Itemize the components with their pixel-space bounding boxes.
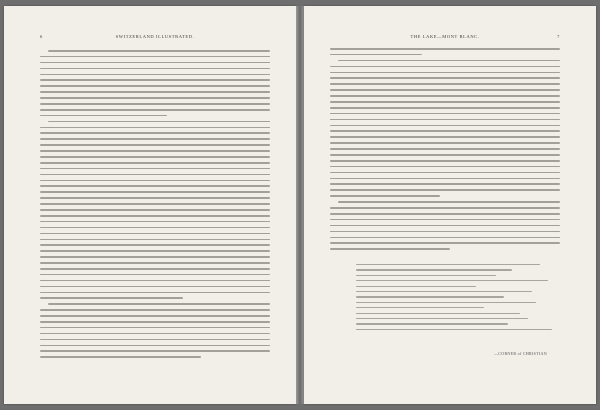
text-line xyxy=(40,221,270,223)
text-line xyxy=(40,150,270,152)
text-line xyxy=(330,207,560,209)
text-line xyxy=(330,160,560,162)
text-line xyxy=(40,203,270,205)
text-line xyxy=(48,121,270,123)
text-line xyxy=(330,107,560,109)
text-line xyxy=(40,256,270,258)
text-line xyxy=(40,168,270,170)
text-line xyxy=(40,97,270,99)
text-line xyxy=(40,345,270,347)
text-line xyxy=(40,115,167,117)
text-line xyxy=(330,231,560,233)
text-line xyxy=(330,66,560,68)
right-running-header: THE LAKE—MONT BLANC. xyxy=(410,34,480,39)
text-line xyxy=(330,54,422,56)
text-line xyxy=(330,113,560,115)
verse-line xyxy=(356,296,504,297)
text-line xyxy=(330,72,560,74)
text-line xyxy=(40,191,270,193)
verse-line xyxy=(356,269,512,270)
text-line xyxy=(330,219,560,221)
text-line xyxy=(40,321,270,323)
right-page xyxy=(304,6,596,404)
right-page-header xyxy=(330,34,560,42)
verse-line xyxy=(356,264,540,265)
text-line xyxy=(330,213,560,215)
verse-line xyxy=(356,291,532,292)
verse-line xyxy=(356,318,528,319)
text-line xyxy=(40,297,183,299)
verse-line xyxy=(356,313,520,314)
text-line xyxy=(330,142,560,144)
text-line xyxy=(40,79,270,81)
text-line xyxy=(48,50,270,52)
text-line xyxy=(40,197,270,199)
verse-line xyxy=(356,323,508,324)
text-line xyxy=(330,242,560,244)
text-line xyxy=(40,127,270,129)
left-running-header: SWITZERLAND ILLUSTRATED. xyxy=(115,34,195,39)
text-line xyxy=(40,62,270,64)
text-line xyxy=(40,156,270,158)
text-line xyxy=(330,89,560,91)
text-line xyxy=(40,239,270,241)
text-line xyxy=(40,356,201,358)
text-line xyxy=(330,125,560,127)
text-line xyxy=(40,209,270,211)
text-line xyxy=(40,103,270,105)
text-line xyxy=(40,280,270,282)
text-line xyxy=(40,333,270,335)
text-line xyxy=(40,138,270,140)
text-line xyxy=(40,109,270,111)
text-line xyxy=(330,130,560,132)
left-page-body-text xyxy=(40,48,270,362)
text-line xyxy=(40,180,270,182)
text-line xyxy=(330,48,560,50)
text-line xyxy=(330,195,440,197)
text-line xyxy=(40,144,270,146)
text-line xyxy=(40,262,270,264)
text-line xyxy=(330,189,560,191)
text-line xyxy=(40,56,270,58)
text-line xyxy=(40,174,270,176)
text-line xyxy=(40,162,270,164)
text-line xyxy=(338,60,560,62)
text-line xyxy=(40,274,270,276)
left-page-header xyxy=(40,34,270,42)
text-line xyxy=(330,95,560,97)
text-line xyxy=(40,68,270,70)
book-spread xyxy=(4,6,596,404)
text-line xyxy=(330,83,560,85)
verse-line xyxy=(356,275,496,276)
verse-line xyxy=(356,286,476,287)
text-line xyxy=(330,136,560,138)
text-line xyxy=(40,91,270,93)
text-line xyxy=(330,166,560,168)
left-page-number: 6 xyxy=(40,34,43,39)
text-line xyxy=(330,148,560,150)
text-line xyxy=(40,250,270,252)
text-line xyxy=(40,74,270,76)
text-line xyxy=(40,350,270,352)
text-line xyxy=(40,132,270,134)
right-page-quote-attribution: —CORNER of CHRISTIAN xyxy=(494,351,547,356)
text-line xyxy=(40,268,270,270)
text-line xyxy=(330,77,560,79)
text-line xyxy=(330,237,560,239)
text-line xyxy=(40,85,270,87)
text-line xyxy=(40,309,270,311)
left-page xyxy=(4,6,296,404)
text-line xyxy=(330,178,560,180)
text-line xyxy=(40,227,270,229)
text-line xyxy=(40,233,270,235)
text-line xyxy=(330,225,560,227)
text-line xyxy=(40,215,270,217)
text-line xyxy=(330,119,560,121)
text-line xyxy=(40,292,270,294)
text-line xyxy=(40,327,270,329)
verse-line xyxy=(356,302,536,303)
text-line xyxy=(40,315,270,317)
text-line xyxy=(40,185,270,187)
text-line xyxy=(330,154,560,156)
text-line xyxy=(48,303,270,305)
right-page-number: 7 xyxy=(557,34,560,39)
right-page-body-text xyxy=(330,48,560,254)
text-line xyxy=(40,339,270,341)
right-page-verse-quote xyxy=(356,264,556,334)
text-line xyxy=(330,101,560,103)
text-line xyxy=(330,183,560,185)
verse-line xyxy=(356,329,552,330)
text-line xyxy=(338,201,560,203)
verse-line xyxy=(356,280,548,281)
text-line xyxy=(40,286,270,288)
text-line xyxy=(40,244,270,246)
book-gutter xyxy=(296,6,304,404)
text-line xyxy=(330,172,560,174)
verse-line xyxy=(356,307,484,308)
text-line xyxy=(330,248,450,250)
